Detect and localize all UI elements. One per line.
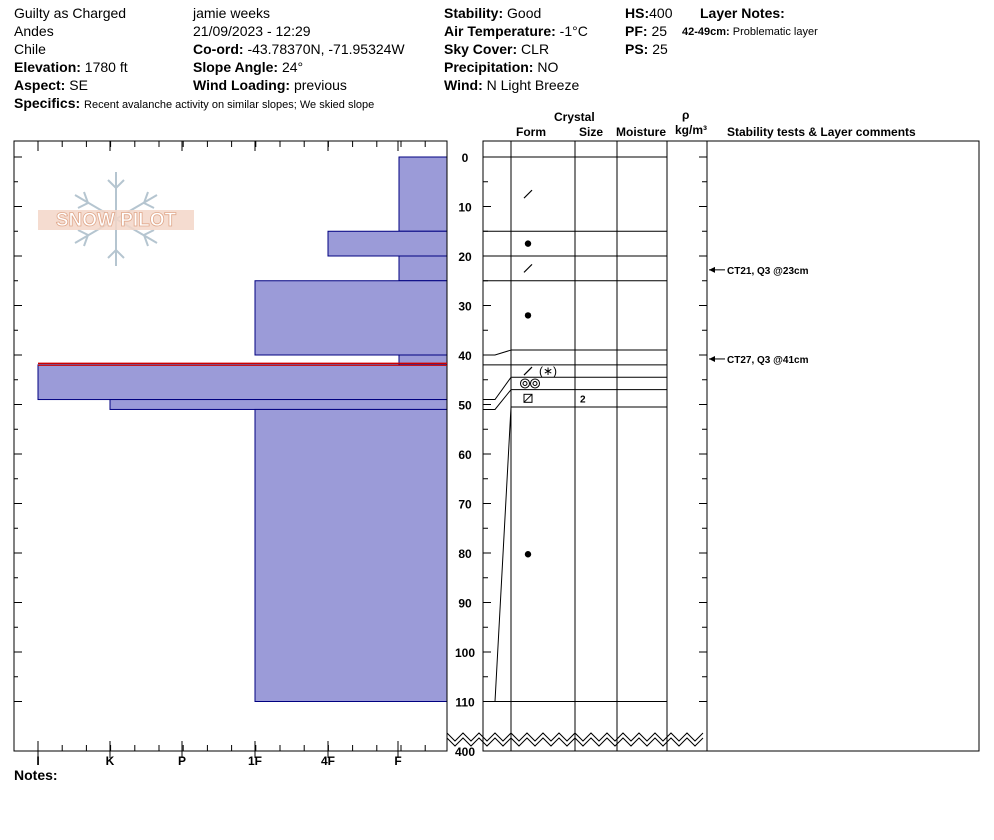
snowpilot-logo xyxy=(38,172,194,266)
stability-label: Stability: xyxy=(444,5,504,21)
table-frame xyxy=(483,141,979,751)
hardness-label: 4F xyxy=(320,754,336,768)
hardness-bar xyxy=(110,400,447,410)
slope-label: Slope Angle: xyxy=(193,59,279,75)
hs-label: HS: xyxy=(625,5,650,21)
grain-form-symbols xyxy=(521,190,587,557)
mountain-range: Andes xyxy=(14,23,54,39)
hardness-scale-labels xyxy=(36,754,401,768)
ps-label: PS: xyxy=(625,41,649,57)
hardness-label: K xyxy=(105,754,115,768)
depth-label: 50 xyxy=(458,398,472,413)
country: Chile xyxy=(14,41,46,57)
slash-mark xyxy=(524,190,532,198)
rho-header: ρ xyxy=(682,108,690,122)
layer-note-range: 42-49cm: xyxy=(682,26,730,38)
round-grain-outer xyxy=(531,379,540,388)
coord-value: -43.78370N, -71.95324W xyxy=(247,41,405,57)
test-arrow-head xyxy=(709,356,715,362)
depth-label: 40 xyxy=(458,349,472,363)
form-header: Form xyxy=(516,125,546,139)
wind-label: Wind: xyxy=(444,77,483,93)
sky-value: CLR xyxy=(521,41,550,57)
depth-label: 10 xyxy=(458,200,472,215)
pf-value: 25 xyxy=(651,23,668,39)
precip-value: NO xyxy=(537,59,559,75)
round-grain-inner xyxy=(523,381,527,385)
grain-symbol-slash-star xyxy=(524,364,557,378)
size-header: Size xyxy=(579,125,604,139)
star-mark: (∗) xyxy=(539,364,558,379)
grain-symbol-dot xyxy=(525,312,531,318)
box-slash xyxy=(524,394,532,402)
coord-label: Co-ord: xyxy=(193,41,244,57)
precip-label: Precipitation: xyxy=(444,59,534,75)
depth-axis xyxy=(455,151,475,759)
layer-table xyxy=(447,141,979,751)
density-unit-header: kg/m³ xyxy=(675,123,708,137)
comments-header: Stability tests & Layer comments xyxy=(727,125,916,139)
grain-symbol-box xyxy=(524,394,532,402)
layer-connector xyxy=(483,407,511,702)
dot-mark xyxy=(525,240,531,246)
depth-label: 0 xyxy=(461,151,469,165)
hardness-bar xyxy=(399,157,447,231)
hardness-label: F xyxy=(394,754,402,768)
depth-label: 30 xyxy=(458,299,472,314)
depth-label: 20 xyxy=(458,250,472,264)
stability-test-label: CT21, Q3 @23cm xyxy=(727,265,809,277)
round-grain-inner xyxy=(533,381,537,385)
crystal-header: Crystal xyxy=(554,110,595,124)
specifics-value: Recent avalanche activity on similar slopes; We skied slope xyxy=(84,99,375,111)
notes-label: Notes: xyxy=(14,767,58,783)
grain-symbol-rounds xyxy=(521,379,540,388)
grain-symbol-slash xyxy=(524,190,532,198)
depth-label: 60 xyxy=(458,448,472,462)
depth-label: 70 xyxy=(458,497,472,512)
depth-label: 400 xyxy=(454,745,476,759)
slash-mark xyxy=(524,264,532,272)
dot-mark xyxy=(525,551,531,557)
stability-value: Good xyxy=(507,5,542,21)
specifics-label: Specifics: xyxy=(14,95,81,111)
hardness-label: 1F xyxy=(247,754,263,768)
grain-symbol-slash xyxy=(524,264,532,272)
test-arrow-head xyxy=(709,267,715,273)
aspect-value: SE xyxy=(69,77,88,93)
sky-label: Sky Cover: xyxy=(444,41,518,57)
layer-connector xyxy=(483,350,511,355)
aspect-label: Aspect: xyxy=(14,77,66,93)
hardness-layers xyxy=(38,157,447,702)
wind-value: N Light Breeze xyxy=(486,77,580,93)
round-grain-outer xyxy=(521,379,530,388)
hardness-bar xyxy=(255,409,447,701)
layer-connector xyxy=(483,377,511,399)
grain-symbol-dot xyxy=(525,551,531,557)
layer-note-text: Problematic layer xyxy=(732,26,818,38)
layer-notes-label: Layer Notes: xyxy=(700,5,785,21)
date-time: 21/09/2023 - 12:29 xyxy=(193,23,311,39)
ps-value: 25 xyxy=(652,41,668,57)
grain-symbol-dot xyxy=(525,240,531,246)
hardness-label: P xyxy=(177,754,187,768)
depth-label: 80 xyxy=(458,547,472,561)
hardness-bar xyxy=(38,365,447,400)
profile-title: Guilty as Charged xyxy=(14,5,127,21)
moisture-header: Moisture xyxy=(616,125,667,139)
slope-value: 24° xyxy=(281,59,304,75)
logo-text: SNOW PILOT xyxy=(55,210,177,231)
elevation-value: 1780 ft xyxy=(84,59,128,75)
wind-loading-label: Wind Loading: xyxy=(193,77,291,93)
stability-test-label: CT27, Q3 @41cm xyxy=(727,354,809,366)
hs-value: 400 xyxy=(649,5,673,21)
hardness-bar xyxy=(399,256,447,281)
problem-layer-lines xyxy=(38,363,447,365)
pf-label: PF: xyxy=(625,23,648,39)
air-temp-label: Air Temperature: xyxy=(444,23,556,39)
notes xyxy=(14,766,58,784)
depth-label: 110 xyxy=(455,695,475,710)
hardness-label: I xyxy=(36,754,40,768)
hardness-bar xyxy=(328,231,447,256)
grain-size-value: 2 xyxy=(580,394,586,406)
wind-loading-value: previous xyxy=(293,77,347,93)
hardness-bar xyxy=(255,281,447,355)
depth-label: 100 xyxy=(454,646,476,660)
depth-label: 90 xyxy=(458,596,472,611)
dot-mark xyxy=(525,312,531,318)
air-temp-value: -1°C xyxy=(559,23,588,39)
slash-mark xyxy=(524,367,532,375)
observer: jamie weeks xyxy=(193,5,271,21)
elevation-label: Elevation: xyxy=(14,59,81,75)
stability-test-annotations xyxy=(709,266,809,366)
